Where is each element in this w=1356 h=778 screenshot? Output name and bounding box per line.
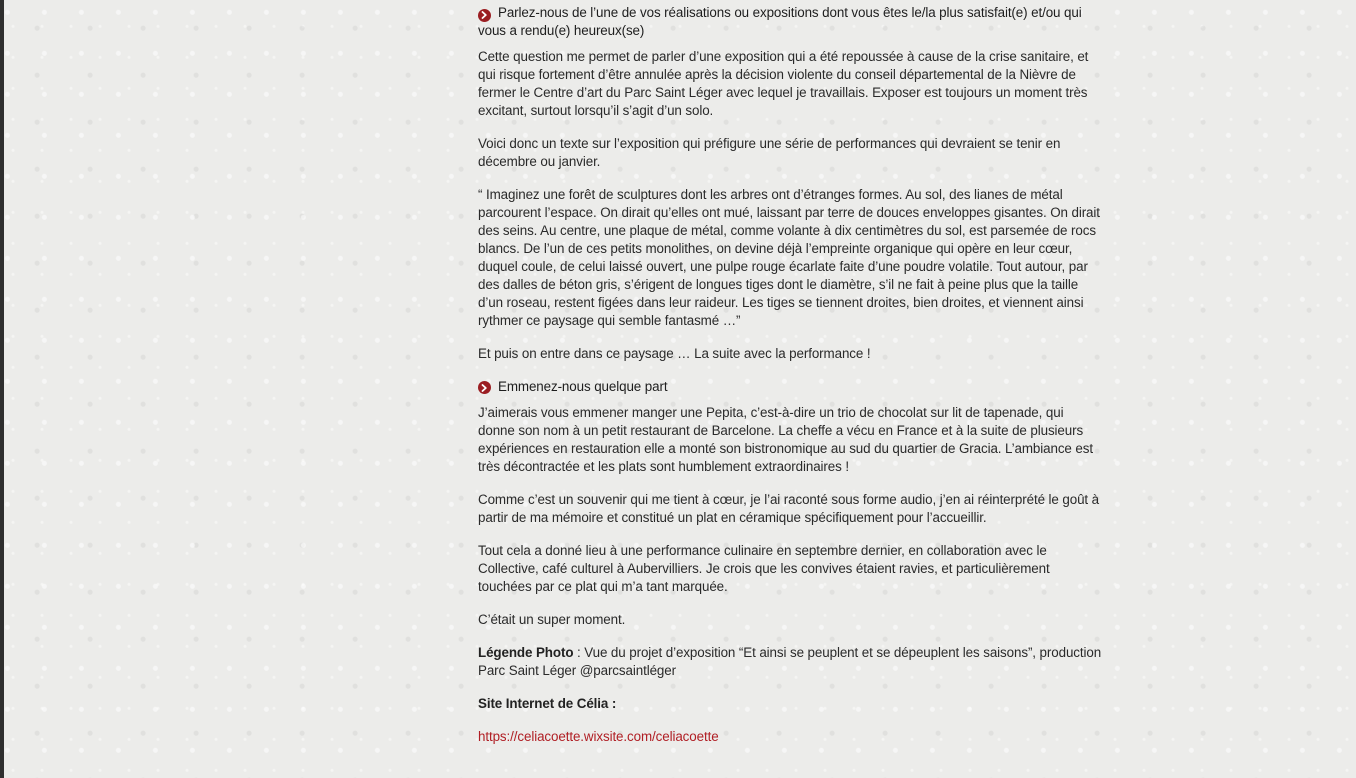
photo-caption <box>478 644 1103 680</box>
website-link[interactable]: https://celiacoette.wixsite.com/celiacoette <box>478 729 719 744</box>
paragraph: J’aimerais vous emmener manger une Pepita, c’est-à-dire un trio de chocolat sur lit de tapenade, qui donne son nom à un petit restaurant de Barcelone. La cheffe a vécu en France et à la suite de plusieurs expériences en restauration elle a monté son bistronomique au sud du quartier de Gracia. L’ambiance est très décontractée et les plats sont humblement extraordinaires ! <box>478 405 1093 474</box>
paragraph: Et puis on entre dans ce paysage … La suite avec la performance ! <box>478 346 871 361</box>
caption-text: : Vue du projet d’exposition “Et ainsi se peuplent et se dépeuplent les saisons”, production Parc Saint Léger @parcsaintléger <box>478 645 1102 678</box>
quote-paragraph: “ Imaginez une forêt de sculptures dont les arbres ont d’étranges formes. Au sol, des lianes de métal parcourent l’espace. On dirait qu’elles ont mué, laissant par terre de douces enveloppes gisantes. On dirait des seins. Au centre, une plaque de métal, comme volante à dix centimètres du sol, est parsemée de rocs blancs. De l’un de ces petits monolithes, on devine déjà l’empreinte organique qui opère en leur cœur, duquel coule, de celui laissé ouvert, une pulpe rouge écarlate faite d’une poudre volatile. Tout autour, par des dalles de béton gris, s’érigent de longues tiges dont le diamètre, s’il ne fait à peine plus que la taille d’un roseau, restent figées dans leur raideur. Les tiges se tiennent droites, bien droites, et viennent ainsi rythmer ce paysage qui semble fantasmé …” <box>478 187 1100 328</box>
paragraph: Voici donc un texte sur l’exposition qui préfigure une série de performances qui devraient se tenir en décembre ou janvier. <box>478 136 1061 169</box>
paragraph: C’était un super moment. <box>478 612 626 627</box>
website-line <box>478 728 1103 746</box>
question-text-2: Emmenez-nous quelque part <box>498 379 668 394</box>
paragraph: Comme c’est un souvenir qui me tient à cœur, je l’ai raconté sous forme audio, j’en ai réinterprété le goût à partir de ma mémoire et constitué un plat en céramique spécifiquement pour l’accueillir. <box>478 492 1100 525</box>
paragraph: Tout cela a donné lieu à une performance culinaire en septembre dernier, en collaboration avec le Collective, café culturel à Aubervilliers. Je crois que les convives étaient ravies, et particulièrement touchées par ce plat qui m’a tant marquée. <box>478 543 1050 594</box>
website-label: Site Internet de Célia : <box>478 696 617 711</box>
chevron-right-icon <box>478 381 491 394</box>
caption-label: Légende Photo <box>478 645 574 660</box>
chevron-right-icon <box>478 9 491 22</box>
article-content <box>478 4 1103 761</box>
question-heading-1 <box>478 4 1103 40</box>
question-text-1: Parlez-nous de l’une de vos réalisations ou expositions dont vous êtes le/la plus satisfait(e) et/ou qui vous a rendu(e) heureux(se) <box>478 5 1082 38</box>
window-left-edge <box>0 0 4 778</box>
question-heading-2 <box>478 378 1103 396</box>
paragraph: Cette question me permet de parler d’une exposition qui a été repoussée à cause de la crise sanitaire, et qui risque fortement d’être annulée après la décision violente du conseil départemental de la Nièvre de fermer le Centre d’art du Parc Saint Léger avec lequel je travaillais. Exposer est toujours un moment très excitant, surtout lorsqu’il s’agit d’un solo. <box>478 49 1089 118</box>
